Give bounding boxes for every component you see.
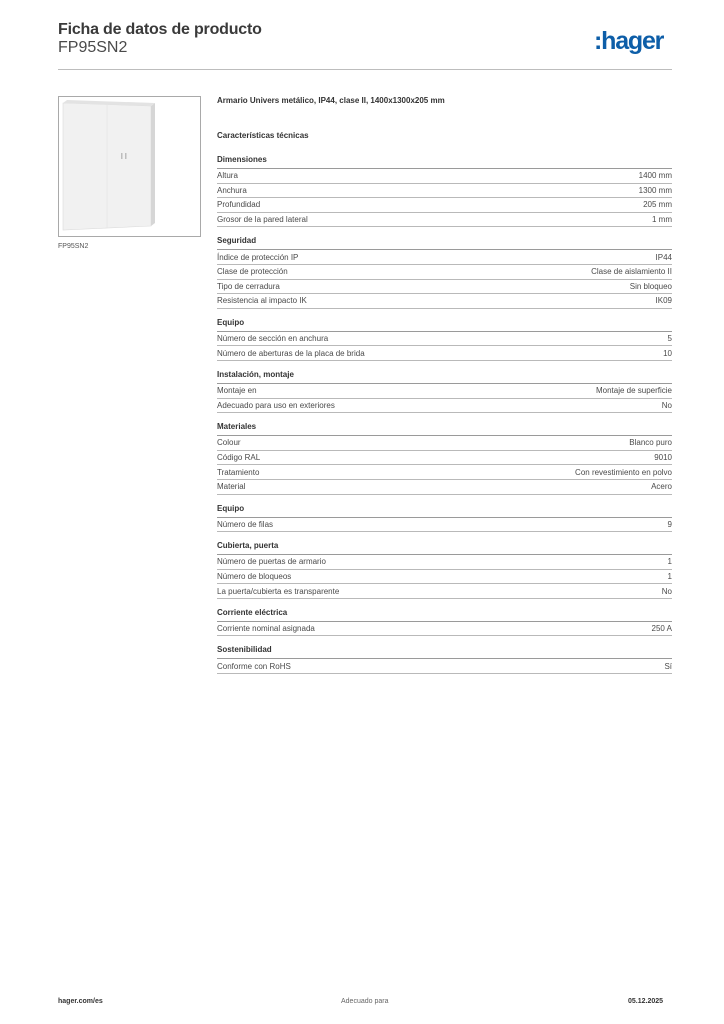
spec-row: [217, 184, 672, 199]
spec-sections: [217, 154, 672, 674]
spec-value: 1 mm: [652, 215, 672, 225]
section-title: Materiales: [217, 421, 672, 436]
spec-section: [217, 369, 672, 413]
spec-value: IK09: [655, 296, 672, 306]
section-title: Equipo: [217, 503, 672, 518]
spec-row: [217, 518, 672, 533]
spec-value: No: [661, 586, 672, 596]
spec-section: [217, 154, 672, 227]
section-title: Seguridad: [217, 235, 672, 250]
spec-value: 5: [667, 334, 672, 344]
footer-date: 05.12.2025: [628, 998, 664, 1005]
spec-row: [217, 584, 672, 599]
spec-value: 9010: [654, 453, 672, 463]
spec-row: [217, 465, 672, 480]
image-caption: FP95SN2: [58, 243, 89, 250]
spec-section: [217, 421, 672, 494]
spec-section: [217, 607, 672, 637]
spec-label: La puerta/cubierta es transparente: [217, 586, 340, 596]
spec-value: Blanco puro: [629, 438, 672, 448]
spec-label: Resistencia al impacto IK: [217, 296, 307, 306]
spec-label: Corriente nominal asignada: [217, 624, 315, 634]
spec-label: Clase de protección: [217, 267, 288, 277]
spec-row: [217, 384, 672, 399]
product-description: Armario Univers metálico, IP44, clase II, 1400x1300x205 mm: [217, 96, 445, 105]
spec-value: Sin bloqueo: [629, 281, 672, 291]
footer-note: Adecuado para: [341, 998, 389, 1005]
spec-value: 1300 mm: [638, 185, 672, 195]
spec-label: Número de puertas de armario: [217, 557, 326, 567]
section-title: Sostenibilidad: [217, 644, 672, 659]
spec-value: 205 mm: [643, 200, 672, 210]
spec-value: Sí: [664, 661, 672, 671]
spec-label: Tratamiento: [217, 467, 260, 477]
tech-characteristics-heading: Características técnicas: [217, 131, 309, 140]
spec-value: 1400 mm: [638, 171, 672, 181]
spec-value: 250 A: [651, 624, 672, 634]
spec-value: Clase de aislamiento II: [591, 267, 672, 277]
spec-row: [217, 213, 672, 228]
spec-row: [217, 659, 672, 674]
spec-row: [217, 555, 672, 570]
spec-label: Material: [217, 482, 246, 492]
spec-label: Número de filas: [217, 519, 274, 529]
hager-logo: :hager: [594, 27, 664, 55]
product-code: FP95SN2: [58, 39, 128, 56]
spec-label: Conforme con RoHS: [217, 661, 291, 671]
spec-row: [217, 198, 672, 213]
spec-section: [217, 503, 672, 533]
spec-label: Colour: [217, 438, 241, 448]
spec-row: [217, 451, 672, 466]
spec-row: [217, 250, 672, 265]
spec-section: [217, 644, 672, 674]
spec-label: Número de sección en anchura: [217, 334, 329, 344]
spec-row: [217, 332, 672, 347]
page-title: Ficha de datos de producto: [58, 21, 262, 38]
spec-row: [217, 280, 672, 295]
section-title: Instalación, montaje: [217, 369, 672, 384]
spec-label: Grosor de la pared lateral: [217, 215, 308, 225]
spec-value: 1: [667, 557, 672, 567]
spec-section: [217, 540, 672, 599]
spec-label: Adecuado para uso en exteriores: [217, 400, 335, 410]
spec-row: [217, 169, 672, 184]
spec-value: IP44: [655, 252, 672, 262]
spec-row: [217, 346, 672, 361]
spec-label: Código RAL: [217, 453, 261, 463]
spec-row: [217, 436, 672, 451]
spec-row: [217, 265, 672, 280]
spec-row: [217, 399, 672, 414]
product-image: [58, 96, 201, 237]
spec-content: [217, 95, 672, 674]
section-title: Equipo: [217, 317, 672, 332]
spec-value: Acero: [651, 482, 672, 492]
spec-label: Montaje en: [217, 386, 257, 396]
cabinet-illustration: [59, 97, 200, 236]
spec-value: 1: [667, 571, 672, 581]
spec-value: Montaje de superficie: [595, 386, 672, 396]
section-title: Cubierta, puerta: [217, 540, 672, 555]
section-title: Dimensiones: [217, 154, 672, 169]
spec-label: Anchura: [217, 185, 247, 195]
spec-value: 9: [667, 519, 672, 529]
spec-label: Profundidad: [217, 200, 261, 210]
spec-value: 10: [663, 348, 672, 358]
spec-label: Índice de protección IP: [217, 252, 299, 262]
header-divider: [58, 69, 672, 70]
spec-row: [217, 622, 672, 637]
spec-label: Número de aberturas de la placa de brida: [217, 348, 365, 358]
footer-website: hager.com/es: [58, 998, 103, 1005]
spec-section: [217, 235, 672, 308]
spec-row: [217, 294, 672, 309]
spec-row: [217, 480, 672, 495]
spec-value: Con revestimiento en polvo: [575, 467, 672, 477]
spec-label: Tipo de cerradura: [217, 281, 280, 291]
spec-label: Número de bloqueos: [217, 571, 292, 581]
spec-section: [217, 317, 672, 361]
spec-value: No: [661, 400, 672, 410]
spec-label: Altura: [217, 171, 238, 181]
section-title: Corriente eléctrica: [217, 607, 672, 622]
spec-row: [217, 570, 672, 585]
